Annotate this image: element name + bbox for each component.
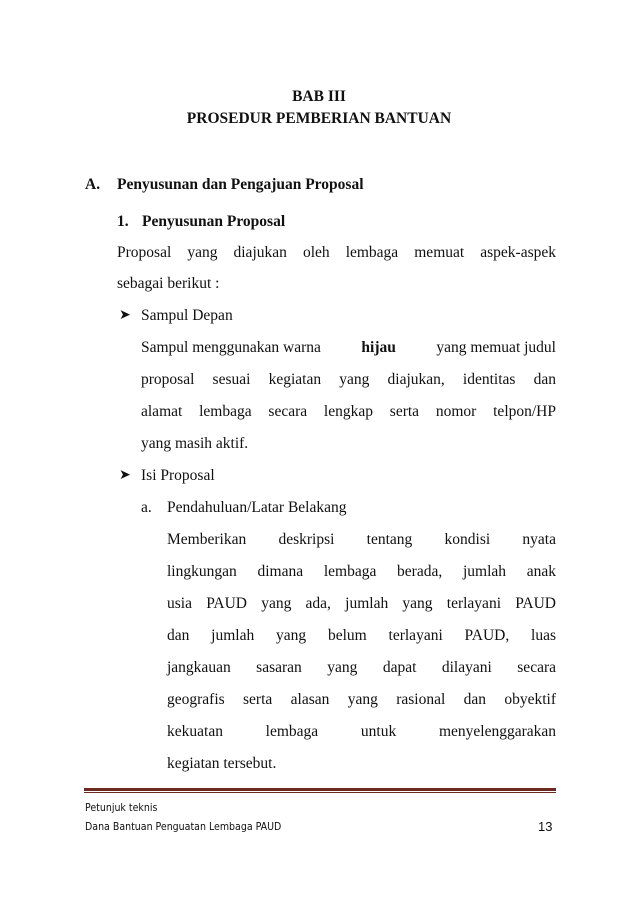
footer-line-2: Dana Bantuan Penguatan Lembaga PAUD <box>85 821 282 833</box>
item-a-line-8: kegiatan tersebut. <box>167 755 277 772</box>
item-a-line-7: kekuatan lembaga untuk menyelenggarakan <box>167 723 556 740</box>
intro-line-1: Proposal yang diajukan oleh lembaga memuat aspek-aspek <box>117 244 556 261</box>
item-a-label: a. <box>141 499 152 516</box>
sampul-line1-post: yang memuat judul <box>436 339 556 356</box>
bullet-sampul-line-1 <box>141 338 556 358</box>
chapter-title: PROSEDUR PEMBERIAN BANTUAN <box>186 110 452 127</box>
footer-line-1: Petunjuk teknis <box>85 802 158 814</box>
page-number: 13 <box>538 819 553 834</box>
footer-rule-thick <box>84 788 556 791</box>
item-a-line-6: geografis serta alasan yang rasional dan obyektif <box>167 691 556 708</box>
bullet-sampul-line-3: alamat lembaga secara lengkap serta nomor telpon/HP <box>141 403 556 420</box>
footer-rule-thin <box>84 792 556 793</box>
subsection-title: Penyusunan Proposal <box>142 213 286 230</box>
item-a-line-1: Memberikan deskripsi tentang kondisi nyata <box>167 531 556 548</box>
subsection-label: 1. <box>117 213 129 230</box>
item-a-line-5: jangkauan sasaran yang dapat dilayani secara <box>167 659 556 676</box>
section-title: Penyusunan dan Pengajuan Proposal <box>117 176 364 193</box>
section-label: A. <box>85 176 101 193</box>
bullet-isi-title: Isi Proposal <box>141 467 215 484</box>
item-a-line-4: dan jumlah yang belum terlayani PAUD, luas <box>167 627 556 644</box>
arrow-bullet-icon: ➤ <box>119 308 131 323</box>
item-a-title: Pendahuluan/Latar Belakang <box>167 499 347 516</box>
item-a-line-2: lingkungan dimana lembaga berada, jumlah anak <box>167 563 556 580</box>
bullet-sampul-title: Sampul Depan <box>141 307 233 324</box>
bullet-sampul-line-2: proposal sesuai kegiatan yang diajukan, identitas dan <box>141 371 556 388</box>
intro-line-2: sebagai berikut : <box>117 275 220 292</box>
arrow-bullet-icon: ➤ <box>119 468 131 483</box>
bullet-sampul-line-4: yang masih aktif. <box>141 435 249 452</box>
sampul-color-bold: hijau <box>361 339 396 356</box>
chapter-number: BAB III <box>292 88 346 105</box>
sampul-line1-pre: Sampul menggunakan warna <box>141 339 321 356</box>
item-a-line-3: usia PAUD yang ada, jumlah yang terlayani PAUD <box>167 595 556 612</box>
